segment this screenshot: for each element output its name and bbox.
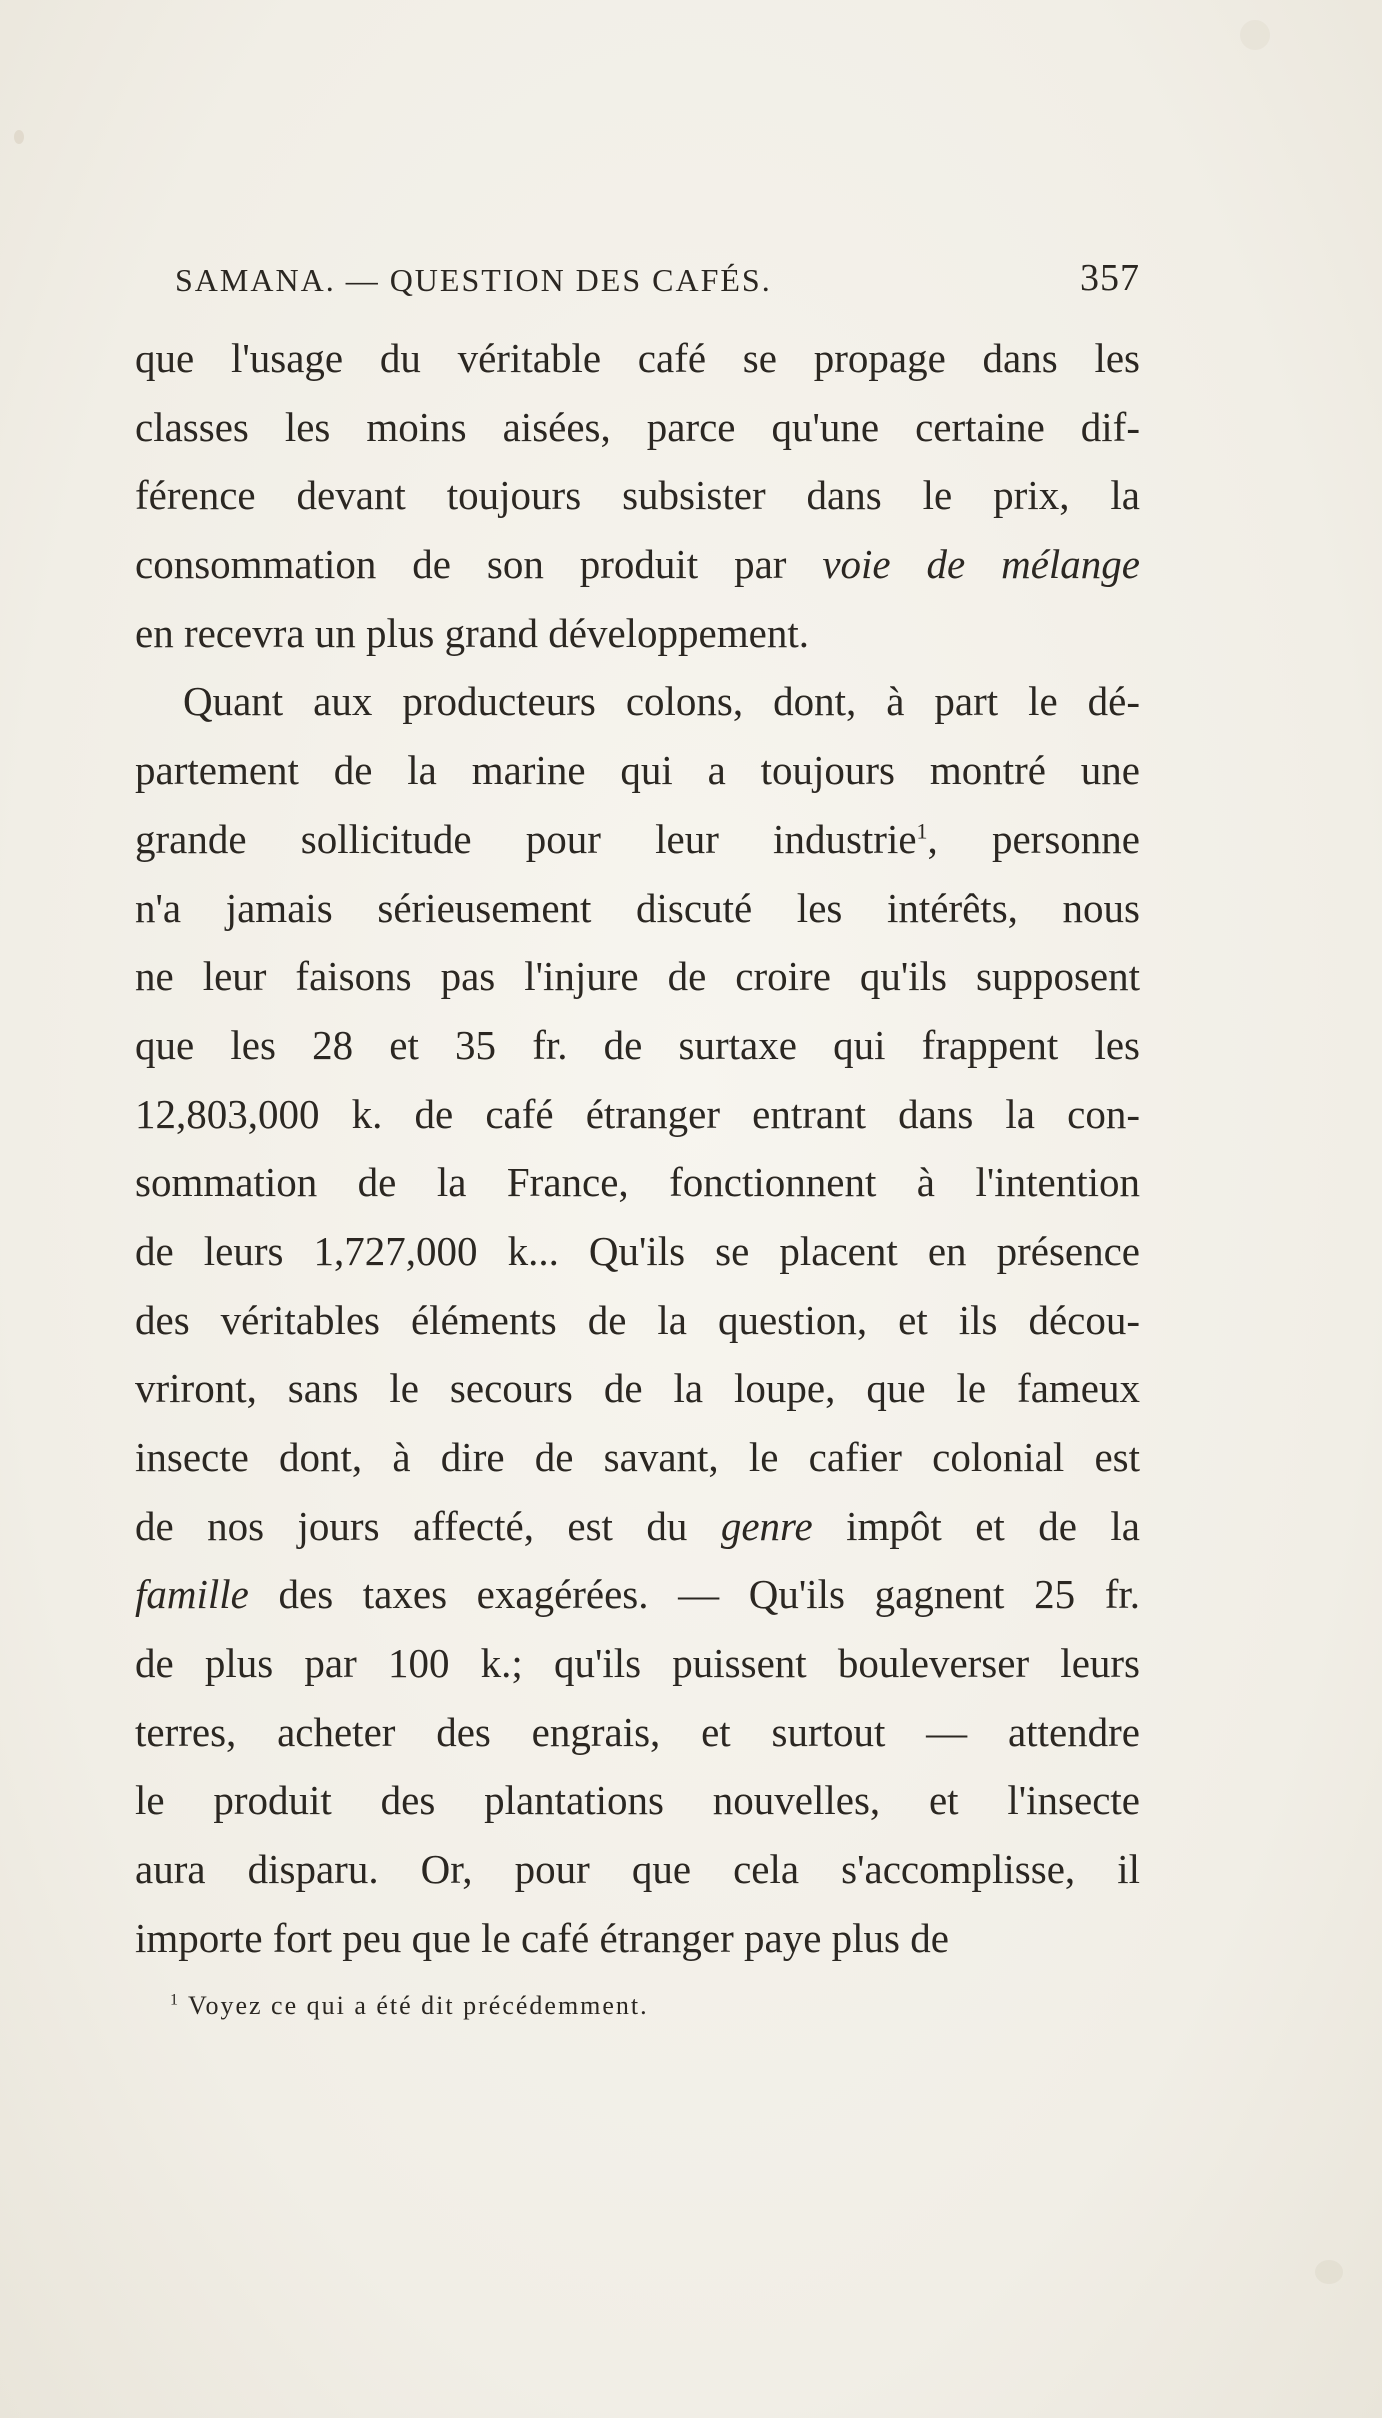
text-line [135,599,1140,668]
page-number: 357 [1080,257,1140,299]
text-line [135,1354,1140,1423]
running-head: SAMANA. — QUESTION DES CAFÉS. [175,262,772,298]
text-line [135,942,1140,1011]
text-line [135,736,1140,805]
text-line [135,1766,1140,1835]
line-text-after: des taxes exagérées. — Qu'ils gagnent 25 fr. [248,1571,1140,1618]
text-line [135,805,1140,874]
italic-phrase: genre [720,1502,813,1549]
line-text: sommation de la France, fonctionnent à l'intention [135,1159,1140,1206]
footnote-marker: 1 [170,1991,180,2009]
line-text: aura disparu. Or, pour que cela s'accomplisse, il [135,1846,1140,1893]
line-text: que les 28 et 35 fr. de surtaxe qui frappent les [135,1021,1140,1068]
paper-stain [1315,2260,1343,2284]
line-text: terres, acheter des engrais, et surtout — attendre [135,1708,1140,1755]
italic-phrase: famille [135,1571,249,1618]
line-text-after: , personne [927,815,1140,862]
footnote-reference: 1 [916,818,928,844]
line-text: que l'usage du véritable café se propage dans les [135,335,1140,381]
text-line [135,1492,1140,1561]
text-line [135,1286,1140,1355]
line-text: vriront, sans le secours de la loupe, que le fameux [135,1365,1140,1412]
line-text-after: impôt et de la [812,1502,1140,1549]
line-text: de plus par 100 k.; qu'ils puissent bouleverser leurs [135,1640,1140,1687]
text-line [135,1698,1140,1767]
footnote [170,1991,649,2021]
text-line [135,1560,1140,1629]
line-text: classes les moins aisées, parce qu'une certaine dif- [135,403,1140,450]
text-line [135,1629,1140,1698]
line-text: 12,803,000 k. de café étranger entrant dans la con- [135,1090,1140,1137]
text-line [135,530,1140,599]
text-line [135,393,1140,462]
page-header [135,256,1140,306]
footnote-text: Voyez ce qui a été dit précédemment. [188,1991,649,2020]
line-text: Quant aux producteurs colons, dont, à part le dé- [183,678,1140,725]
text-line [135,1080,1140,1149]
body-text [135,324,1140,1973]
line-text: partement de la marine qui a toujours montré une [135,747,1140,794]
text-line [135,1423,1140,1492]
italic-phrase: voie de mélange [822,541,1140,588]
line-text-before: grande sollicitude pour leur industrie [135,815,917,862]
line-text: ne leur faisons pas l'injure de croire qu'ils supposent [135,953,1140,1000]
line-text: n'a jamais sérieusement discuté les intérêts, nous [135,884,1140,931]
text-line [135,1835,1140,1904]
text-line [135,1904,1140,1973]
text-line [135,324,1140,393]
line-text: de leurs 1,727,000 k... Qu'ils se placent en présence [135,1227,1140,1274]
paper-stain [1240,20,1270,50]
text-line [135,1148,1140,1217]
line-text-before: de nos jours affecté, est du [135,1502,721,1549]
text-line [135,1011,1140,1080]
line-text: le produit des plantations nouvelles, et l'insecte [135,1777,1140,1824]
line-text: férence devant toujours subsister dans le prix, la [135,472,1140,519]
text-line [135,667,1140,736]
paper-stain [14,130,24,144]
text-line [135,461,1140,530]
line-text: insecte dont, à dire de savant, le cafier colonial est [135,1434,1140,1480]
text-line [135,1217,1140,1286]
line-text: importe fort peu que le café étranger paye plus de [135,1914,949,1961]
line-text: des véritables éléments de la question, et ils décou- [135,1296,1140,1343]
text-line [135,874,1140,943]
line-text-before: consommation de son produit par [135,541,823,588]
line-text: en recevra un plus grand développement. [135,609,809,656]
